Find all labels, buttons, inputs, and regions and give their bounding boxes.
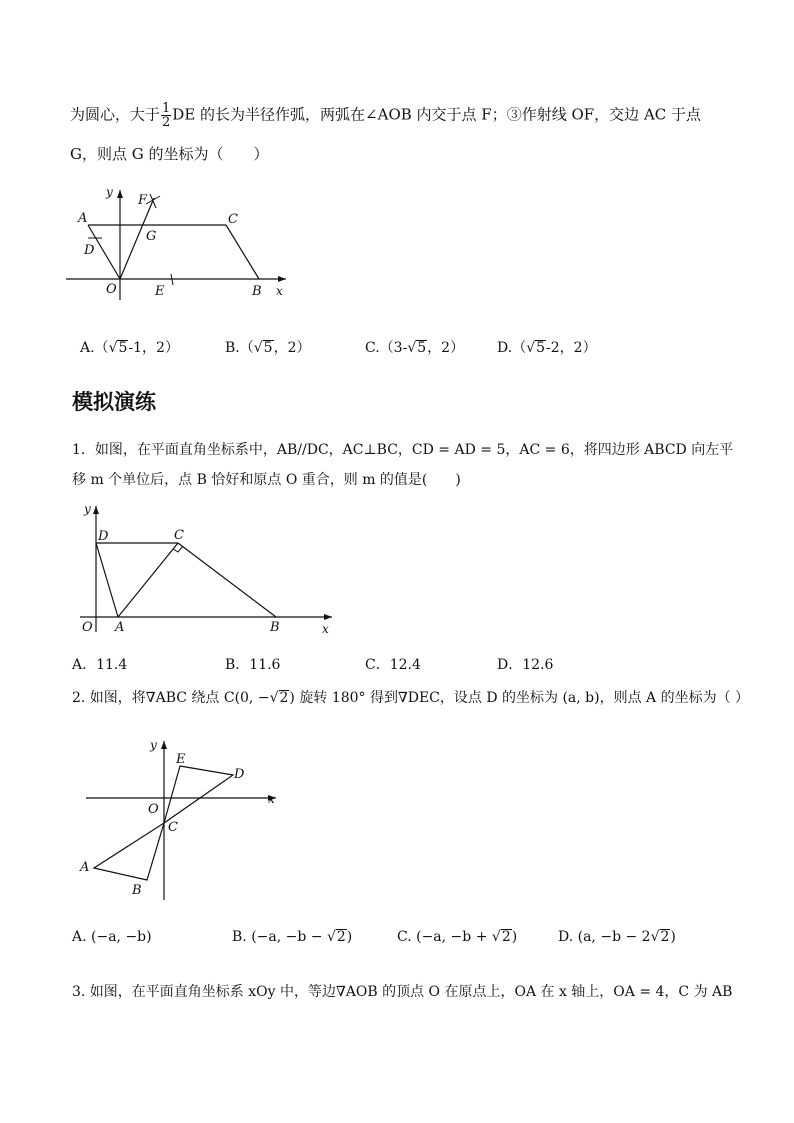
label-D: D xyxy=(98,529,109,544)
q2-option-d: D. (a, −b − 2√2) xyxy=(558,929,676,945)
intro-option-a: A.（√5-1，2） xyxy=(80,340,179,356)
figure-quadrilateral-abcd xyxy=(70,500,340,640)
label-D: D xyxy=(234,767,245,782)
q1-option-c: C．12.4 xyxy=(365,657,421,673)
label-y: y xyxy=(150,738,157,752)
q1-option-b: B．11.6 xyxy=(225,657,281,673)
x-axis-arrow xyxy=(324,614,332,620)
triangle-ABC xyxy=(94,823,164,880)
q1-option-a: A．11.4 xyxy=(72,657,128,673)
triangle-DEC xyxy=(164,766,233,823)
label-F: F xyxy=(138,193,148,208)
label-A: A xyxy=(80,860,90,875)
label-x: x xyxy=(322,622,329,636)
section-title: 模拟演练 xyxy=(72,390,156,414)
label-C: C xyxy=(228,212,238,227)
label-x: x xyxy=(276,284,283,298)
figure-parallelogram-construction xyxy=(66,182,296,307)
label-G: G xyxy=(146,229,157,244)
q2-option-b: B. (−a, −b − √2) xyxy=(232,929,353,945)
y-axis-arrow xyxy=(117,190,123,198)
q3-line-1: 3. 如图，在平面直角坐标系 xOy 中，等边∇AOB 的顶点 O 在原点上，OA 在 x 轴上，OA = 4，C 为 AB xyxy=(72,984,733,1000)
label-B: B xyxy=(270,620,280,635)
label-O: O xyxy=(148,802,159,817)
q2-option-c: C. (−a, −b + √2) xyxy=(397,929,518,945)
q1-option-d: D．12.6 xyxy=(497,657,554,673)
q2-line-1: 2. 如图，将∇ABC 绕点 C(0, −√2) 旋转 180° 得到∇DEC，设点 D 的坐标为 (a, b)，则点 A 的坐标为（ ） xyxy=(72,690,750,706)
q1-line-2: 移 m 个单位后，点 B 恰好和原点 O 重合，则 m 的值是( ) xyxy=(72,472,461,488)
label-B: B xyxy=(132,883,142,898)
intro-option-c: C.（3-√5，2） xyxy=(365,340,465,356)
figure-rotated-triangles xyxy=(78,735,283,905)
label-E: E xyxy=(176,752,186,767)
label-O: O xyxy=(82,620,93,635)
label-D: D xyxy=(84,243,95,258)
label-C: C xyxy=(168,820,178,835)
x-axis-arrow xyxy=(278,276,286,282)
segment-DA xyxy=(96,543,118,617)
label-x: x xyxy=(268,792,275,806)
segment-CB xyxy=(178,543,276,617)
label-A: A xyxy=(115,620,125,635)
intro-option-d: D.（√5-2，2） xyxy=(497,340,597,356)
label-y: y xyxy=(106,185,113,199)
segment-CB xyxy=(226,225,259,279)
segment-AC xyxy=(118,543,178,617)
fraction-half: $\frac{1}{2}$ xyxy=(162,101,171,130)
arc-mark-F xyxy=(146,194,160,208)
label-B: B xyxy=(252,284,262,299)
intro-line-2: G，则点 G 的坐标为（ ） xyxy=(70,145,269,163)
label-C: C xyxy=(174,528,184,543)
label-A: A xyxy=(78,211,88,226)
intro-option-b: B.（√5，2） xyxy=(225,340,311,356)
y-axis-arrow xyxy=(161,741,167,749)
q1-line-1: 1．如图，在平面直角坐标系中，AB//DC，AC⊥BC，CD = AD = 5，AC = 6，将四边形 ABCD 向左平 xyxy=(72,442,734,458)
label-O: O xyxy=(106,282,117,297)
label-E: E xyxy=(155,284,165,299)
intro-line-1: 为圆心，大于 $\frac{1}{2}$ DE 的长为半径作弧，两弧在∠AOB 内交于点 F；③作射线 OF，交边 AC 于点 xyxy=(70,101,702,130)
y-axis-arrow xyxy=(93,506,99,514)
q2-option-a: A. (−a, −b) xyxy=(72,929,152,945)
label-y: y xyxy=(84,502,91,516)
